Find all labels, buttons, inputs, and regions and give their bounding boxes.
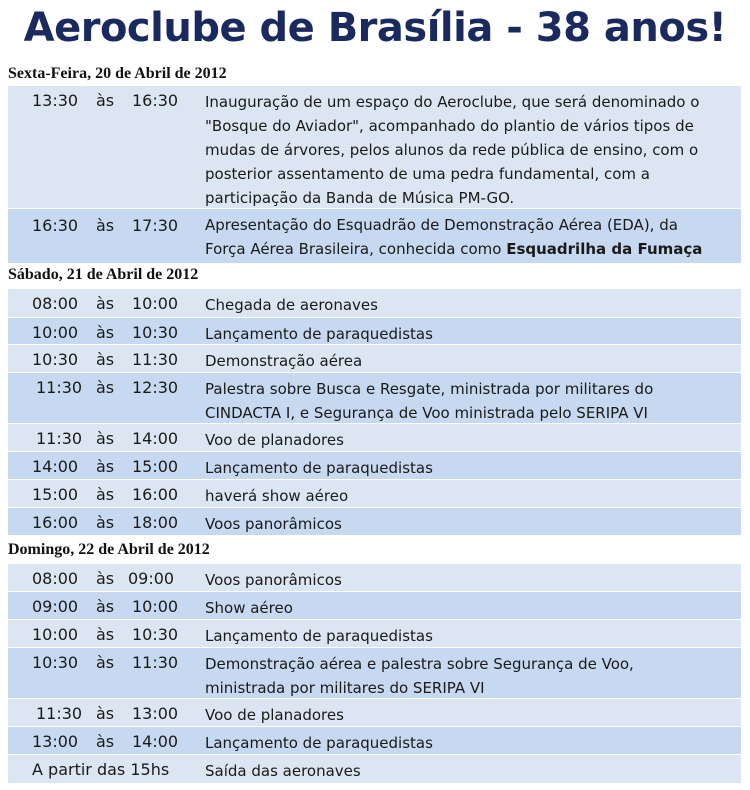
- day-heading-saturday: Sábado, 21 de Abril de 2012: [8, 266, 199, 283]
- start-time: 14:00: [32, 457, 79, 476]
- as-label: às: [96, 569, 115, 588]
- event-description: [205, 428, 735, 452]
- as-label: às: [96, 429, 115, 448]
- schedule-row: [8, 591, 741, 619]
- schedule-row: [8, 563, 741, 591]
- schedule-row: [8, 619, 741, 647]
- description-line: Demonstração aérea e palestra sobre Segurança de Voo,: [205, 655, 634, 673]
- schedule-row: [8, 754, 741, 783]
- start-time: 11:30: [36, 704, 83, 723]
- event-description: [205, 377, 735, 425]
- schedule-row: [8, 288, 741, 317]
- as-label: às: [96, 378, 115, 397]
- schedule-row: [8, 647, 741, 698]
- description-line: Show aéreo: [205, 599, 293, 617]
- day-heading-sunday: Domingo, 22 de Abril de 2012: [8, 541, 210, 558]
- end-time: 14:00: [132, 732, 179, 751]
- description-line: Palestra sobre Busca e Resgate, ministrada por militares do: [205, 380, 654, 398]
- schedule-row: [8, 726, 741, 754]
- description-line: "Bosque do Aviador", acompanhado do plantio de vários tipos de: [205, 117, 694, 135]
- event-description: [205, 456, 735, 480]
- start-time: 08:00: [32, 569, 79, 588]
- description-line: haverá show aéreo: [205, 487, 349, 505]
- end-time: 17:30: [132, 216, 179, 235]
- event-description: [205, 703, 735, 727]
- as-label: às: [96, 91, 115, 110]
- start-time: 10:00: [32, 323, 79, 342]
- start-time: 10:30: [32, 653, 79, 672]
- end-time: 11:30: [132, 653, 179, 672]
- description-line: [205, 237, 735, 261]
- as-label: às: [96, 457, 115, 476]
- end-time: 10:00: [132, 597, 179, 616]
- schedule-row: [8, 344, 741, 372]
- description-line: Demonstração aérea: [205, 352, 363, 370]
- description-text: Força Aérea Brasileira, conhecida como: [205, 240, 507, 258]
- description-line: participação da Banda de Música PM-GO.: [205, 189, 515, 207]
- description-line: Lançamento de paraquedistas: [205, 734, 433, 752]
- description-bold-text: Esquadrilha da Fumaça: [506, 240, 703, 258]
- description-line: posterior assentamento de uma pedra fundamental, com a: [205, 165, 650, 183]
- start-time: 15:00: [32, 485, 79, 504]
- end-time: 13:00: [132, 704, 179, 723]
- event-description: [205, 759, 735, 783]
- start-time: 13:00: [32, 732, 79, 751]
- end-time: 09:00: [128, 569, 175, 588]
- start-time: 16:30: [32, 216, 79, 235]
- event-description: [205, 652, 735, 700]
- end-time: 10:30: [132, 625, 179, 644]
- day-heading-friday: Sexta-Feira, 20 de Abril de 2012: [8, 65, 227, 82]
- as-label: às: [96, 485, 115, 504]
- start-time: 11:30: [36, 378, 83, 397]
- as-label: às: [96, 653, 115, 672]
- as-label: às: [96, 294, 115, 313]
- event-description: [205, 213, 735, 261]
- event-description: [205, 484, 735, 508]
- end-time: 10:30: [132, 323, 179, 342]
- schedule-row: [8, 372, 741, 423]
- description-line: Apresentação do Esquadrão de Demonstração Aérea (EDA), da: [205, 216, 678, 234]
- end-time: 14:00: [132, 429, 179, 448]
- start-time: 09:00: [32, 597, 79, 616]
- start-time: 13:30: [32, 91, 79, 110]
- as-label: às: [96, 625, 115, 644]
- schedule-row: [8, 208, 741, 263]
- event-description: [205, 512, 735, 536]
- start-time: 11:30: [36, 429, 83, 448]
- page-title: Aeroclube de Brasília - 38 anos!: [23, 5, 727, 51]
- end-time: 18:00: [132, 513, 179, 532]
- as-label: às: [96, 350, 115, 369]
- schedule-row: [8, 451, 741, 479]
- description-line: mudas de árvores, pelos alunos da rede pública de ensino, com o: [205, 141, 699, 159]
- end-time: 15:00: [132, 457, 179, 476]
- schedule-row: [8, 423, 741, 451]
- event-description: [205, 322, 735, 346]
- time-range: A partir das 15hs: [32, 760, 170, 779]
- description-line: ministrada por militares do SERIPA VI: [205, 679, 485, 697]
- start-time: 10:30: [32, 350, 79, 369]
- description-line: Lançamento de paraquedistas: [205, 325, 433, 343]
- description-line: CINDACTA I, e Segurança de Voo ministrada pelo SERIPA VI: [205, 404, 648, 422]
- description-line: Voo de planadores: [205, 431, 344, 449]
- description-line: Lançamento de paraquedistas: [205, 627, 433, 645]
- schedule-row: [8, 698, 741, 726]
- description-line: Lançamento de paraquedistas: [205, 459, 433, 477]
- as-label: às: [96, 704, 115, 723]
- end-time: 16:00: [132, 485, 179, 504]
- description-line: Voo de planadores: [205, 706, 344, 724]
- as-label: às: [96, 323, 115, 342]
- description-line: Voos panorâmicos: [205, 515, 342, 533]
- schedule-row: [8, 85, 741, 208]
- description-line: Chegada de aeronaves: [205, 296, 378, 314]
- event-description: [205, 293, 735, 317]
- start-time: 10:00: [32, 625, 79, 644]
- end-time: 12:30: [132, 378, 179, 397]
- description-line: Inauguração de um espaço do Aeroclube, que será denominado o: [205, 93, 700, 111]
- event-description: [205, 731, 735, 755]
- start-time: 16:00: [32, 513, 79, 532]
- start-time: 08:00: [32, 294, 79, 313]
- schedule-row: [8, 317, 741, 344]
- description-line: Voos panorâmicos: [205, 571, 342, 589]
- event-description: [205, 596, 735, 620]
- schedule-row: [8, 507, 741, 535]
- as-label: às: [96, 732, 115, 751]
- event-description: [205, 90, 735, 210]
- as-label: às: [96, 513, 115, 532]
- as-label: às: [96, 597, 115, 616]
- end-time: 10:00: [132, 294, 179, 313]
- schedule-row: [8, 479, 741, 507]
- event-description: [205, 568, 735, 592]
- description-line: Saída das aeronaves: [205, 762, 361, 780]
- as-label: às: [96, 216, 115, 235]
- event-description: [205, 624, 735, 648]
- end-time: 16:30: [132, 91, 179, 110]
- end-time: 11:30: [132, 350, 179, 369]
- event-description: [205, 349, 735, 373]
